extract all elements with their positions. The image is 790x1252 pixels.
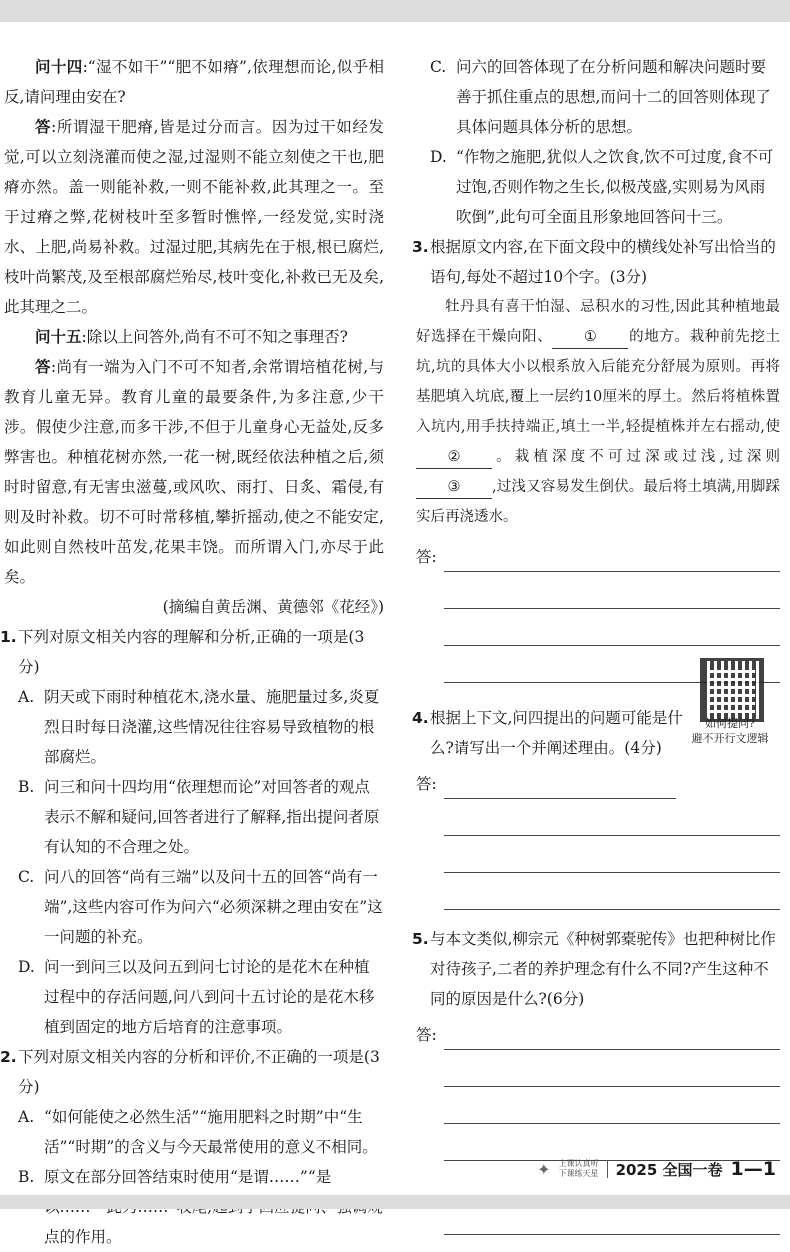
q14-text: :“湿不如干”“肥不如瘠”,依理想而论,似乎相反,请问理由安在? bbox=[4, 58, 384, 106]
a15-text: :尚有一端为入门不可不知者,余常谓培植花树,与教育儿童无异。教育儿童的最要条件,为多注意,少干涉。假使少注意,而多干涉,不但于儿童身心无益处,反多弊害也。种植花树亦然,一花一树,既经依法种植之后,须时时留意,有无害虫滋蔓,或风吹、雨打、日炙、霜侵,有则及时补救。切不可时常移植,攀折摇动,使之不能安定,如此则自然枝叶茁发,花果丰饶。而所谓入门,亦尽于此矣。 bbox=[4, 358, 384, 586]
question-2-text: 下列对原文相关内容的分析和评价,不正确的一项是(3分) bbox=[18, 1048, 380, 1096]
question-3-text: 根据原文内容,在下面文段中的横线处补写出恰当的语句,每处不超过10个字。(3分) bbox=[430, 238, 776, 286]
question-1 bbox=[0, 622, 384, 682]
question-2 bbox=[0, 1042, 384, 1102]
a14-label: 答 bbox=[35, 118, 52, 136]
question-4-text: 根据上下文,问四提出的问题可能是什么?请写出一个并阐述理由。(4分) bbox=[430, 709, 683, 757]
question-5-number: 5. bbox=[412, 930, 429, 948]
q4-answer-area[interactable] bbox=[416, 763, 780, 910]
brand-slogan: 上课认真听 下课练天星 bbox=[558, 1159, 599, 1178]
bottom-gray-band bbox=[0, 1195, 790, 1209]
q1-option-d: D. 问一到问三以及问五到问七讨论的是花木在种植过程中的存活问题,问八到问十五讨论的是花木移植到固定的地方后培育的注意事项。 bbox=[18, 958, 375, 1036]
question-2-number: 2. bbox=[0, 1048, 17, 1066]
star-logo-icon: ✦ bbox=[537, 1159, 551, 1179]
question-3-number: 3. bbox=[412, 238, 429, 256]
question-5 bbox=[412, 924, 780, 1014]
q15-label: 问十五 bbox=[35, 328, 82, 346]
q3-excerpt: 牡丹具有喜干怕湿、忌积水的习性,因此其种植地最好选择在干燥向阳、 ① 的地方。栽种前先挖土坑,坑的具体大小以根系放入后能充分舒展为原则。再将基肥填入坑底,覆上一层约10厘米的厚土。然后将植株置入坑内,用手扶持端正,填土一半,轻提植株并左右摇动,使② 。栽植深度不可过深或过浅,过深则③ ,过浅又容易发生倒伏。最后将土填满,用脚踩实后再浇透水。 bbox=[416, 299, 781, 525]
answer-label: 答: bbox=[416, 775, 437, 793]
q15-paragraph bbox=[4, 322, 384, 352]
question-5-text: 与本文类似,柳宗元《种树郭橐驼传》也把种树比作对待孩子,二者的养护理念有什么不同?产生这种不同的原因是什么?(6分) bbox=[430, 930, 776, 1008]
top-gray-band bbox=[0, 0, 790, 22]
blank-2[interactable]: ② bbox=[416, 446, 492, 469]
question-4-number: 4. bbox=[412, 709, 429, 727]
q2-option-a: A. “如何能使之必然生活”“施用肥料之时期”中“生活”“时期”的含义与今天最常使用的意义不相同。 bbox=[18, 1108, 378, 1156]
left-column bbox=[0, 52, 384, 1252]
a15-label: 答 bbox=[35, 358, 51, 376]
q2-option-b: B. 原文在部分回答结束时使用“是谓……”“是 点的作用。 bbox=[18, 1168, 332, 1246]
qr-caption: 如何提问? 避不开行文逻辑 bbox=[691, 717, 769, 745]
page-footer bbox=[537, 1158, 776, 1180]
q1-option-a: A. 阴天或下雨时种植花木,浇水量、施肥量过多,炎夏烈日时每日浇灌,这些情况往往容易导致植物的根部腐烂。 bbox=[18, 688, 380, 766]
q2-option-c: C. 问六的回答体现了在分析问题和解决问题时要善于抓住重点的思想,而问十二的回答则体现了具体问题具体分析的思想。 bbox=[430, 58, 771, 136]
a15-paragraph bbox=[4, 352, 384, 592]
question-4 bbox=[412, 703, 700, 763]
paper-label: 2025 全国一卷 bbox=[615, 1160, 723, 1179]
qr-code-icon[interactable] bbox=[700, 658, 764, 722]
question-1-number: 1. bbox=[0, 628, 17, 646]
page-number: 1—1 bbox=[730, 1158, 776, 1180]
question-3 bbox=[412, 232, 780, 292]
source-citation: (摘编自黄岳渊、黄德邻《花经》) bbox=[162, 598, 384, 616]
blank-1[interactable]: ① bbox=[552, 326, 628, 349]
blank-3[interactable]: ③ bbox=[416, 476, 492, 499]
q14-label: 问十四 bbox=[35, 58, 83, 76]
answer-label: 答: bbox=[416, 1026, 437, 1044]
q1-option-b: B. 问三和问十四均用“依理想而论”对回答者的观点表示不解和疑问,回答者进行了解释,指出提问者原有认知的不合理之处。 bbox=[18, 778, 380, 856]
answer-label: 答: bbox=[416, 548, 437, 566]
q1-option-c: C. 问八的回答“尚有三端”以及问十五的回答“尚有一端”,这些内容可作为问六“必须深耕之理由安在”这一问题的补充。 bbox=[18, 868, 383, 946]
question-1-text: 下列对原文相关内容的理解和分析,正确的一项是(3分) bbox=[18, 628, 365, 676]
a14-paragraph bbox=[4, 112, 384, 322]
q15-text: :除以上问答外,尚有不可不知之事理否? bbox=[81, 328, 348, 346]
right-column bbox=[412, 52, 781, 1235]
footer-divider bbox=[607, 1160, 608, 1178]
a14-text: :所谓湿干肥瘠,皆是过分而言。因为过干如经发觉,可以立刻浇灌而使之湿,过湿则不能立刻使之干也,肥瘠亦然。盖一则能补救,一则不能补救,此其理之一。至于过瘠之弊,花树枝叶至多暂时憔悴,一经发觉,实时浇水、上肥,尚易补救。过湿过肥,其病先在于根,根已腐烂,枝叶尚繁茂,及至根部腐烂殆尽,枝叶变化,补救已无及矣,此其理之二。 bbox=[4, 118, 384, 316]
q2-option-d: D. “作物之施肥,犹似人之饮食,饮不可过度,食不可过饱,否则作物之生长,似极茂盛,实则易为风雨吹倒”,此句可全面且形象地回答问十三。 bbox=[430, 148, 774, 226]
q14-paragraph bbox=[4, 52, 384, 112]
